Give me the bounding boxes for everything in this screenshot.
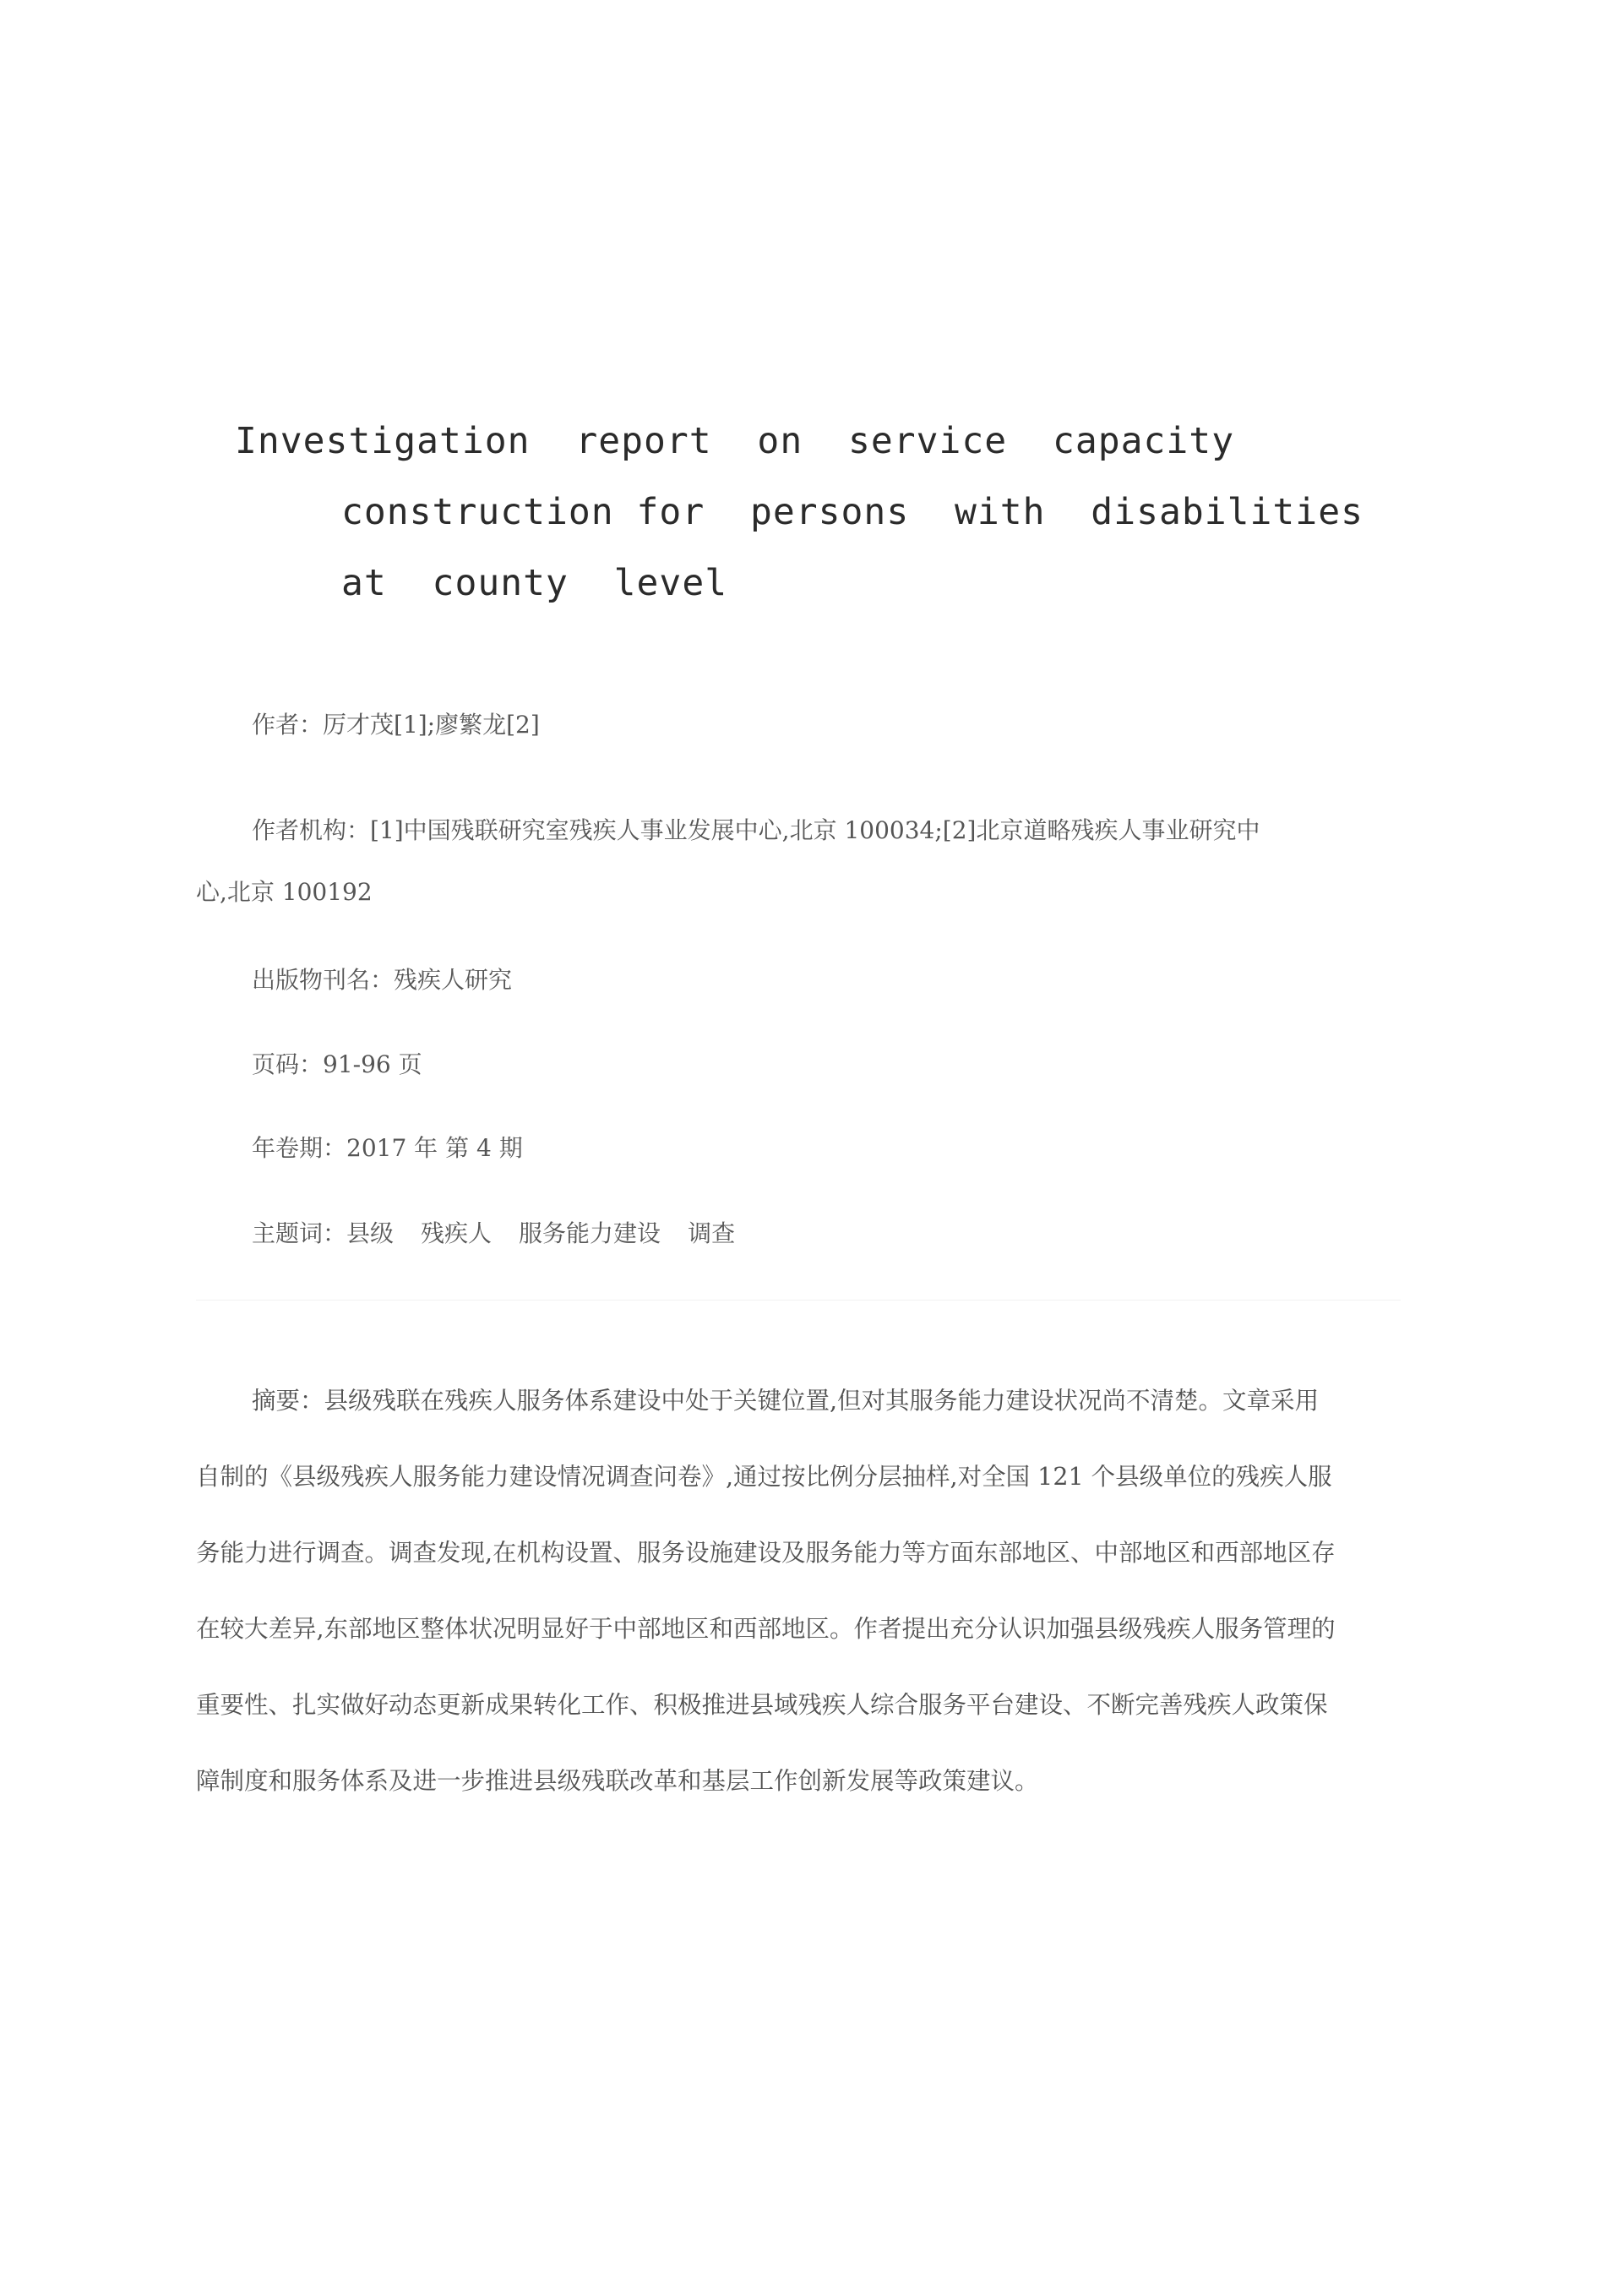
authors-label: 作者： xyxy=(252,711,324,739)
keywords-row xyxy=(252,1215,735,1249)
pages-row xyxy=(252,1046,422,1080)
issue-row xyxy=(252,1130,523,1164)
abstract-line: 自制的《县级残疾人服务能力建设情况调查问卷》,通过按比例分层抽样,对全国 121 个县级单位的残疾人服 xyxy=(196,1463,1332,1491)
abstract-line: 障制度和服务体系及进一步推进县级残联改革和基层工作创新发展等政策建议。 xyxy=(196,1767,1039,1795)
keywords-label: 主题词： xyxy=(252,1219,347,1247)
organization-value-line-1: [1]中国残联研究室残疾人事业发展中心,北京 100034;[2]北京道略残疾人事业研究中 xyxy=(370,816,1260,844)
organization-row xyxy=(252,812,1260,846)
authors-row xyxy=(252,706,540,740)
issue-value: 2017 年 第 4 期 xyxy=(346,1134,523,1162)
title-line-1: Investigation report on service capacity xyxy=(235,420,1235,462)
abstract xyxy=(196,1377,1429,1834)
keyword: 服务能力建设 xyxy=(519,1219,661,1247)
keyword: 残疾人 xyxy=(421,1219,493,1247)
organization-label: 作者机构： xyxy=(252,816,371,844)
authors-value: 厉才茂[1];廖繁龙[2] xyxy=(323,711,540,739)
abstract-line: 在较大差异,东部地区整体状况明显好于中部地区和西部地区。作者提出充分认识加强县级残疾人服务管理的 xyxy=(196,1615,1336,1643)
organization-row-continued xyxy=(196,874,373,908)
section-divider xyxy=(196,1300,1401,1301)
journal-value: 残疾人研究 xyxy=(394,966,513,994)
pages-value: 91-96 页 xyxy=(323,1050,422,1078)
pages-label: 页码： xyxy=(252,1050,324,1078)
title-line-3: at county level xyxy=(341,562,728,604)
journal-label: 出版物刊名： xyxy=(252,966,395,994)
journal-row xyxy=(252,962,512,995)
keyword: 县级 xyxy=(346,1219,395,1247)
abstract-line: 务能力进行调查。调查发现,在机构设置、服务设施建设及服务能力等方面东部地区、中部地区和西部地区存 xyxy=(196,1539,1336,1567)
organization-value-line-2: 心,北京 100192 xyxy=(196,878,373,906)
abstract-line: 摘要：县级残联在残疾人服务体系建设中处于关键位置,但对其服务能力建设状况尚不清楚。文章采用 xyxy=(252,1387,1320,1415)
abstract-line: 重要性、扎实做好动态更新成果转化工作、积极推进县域残疾人综合服务平台建设、不断完善残疾人政策保 xyxy=(196,1691,1328,1719)
title-line-2: construction for persons with disabilities xyxy=(341,491,1363,533)
keyword: 调查 xyxy=(688,1219,736,1247)
paper-title xyxy=(0,0,1622,604)
issue-label: 年卷期： xyxy=(252,1134,347,1162)
